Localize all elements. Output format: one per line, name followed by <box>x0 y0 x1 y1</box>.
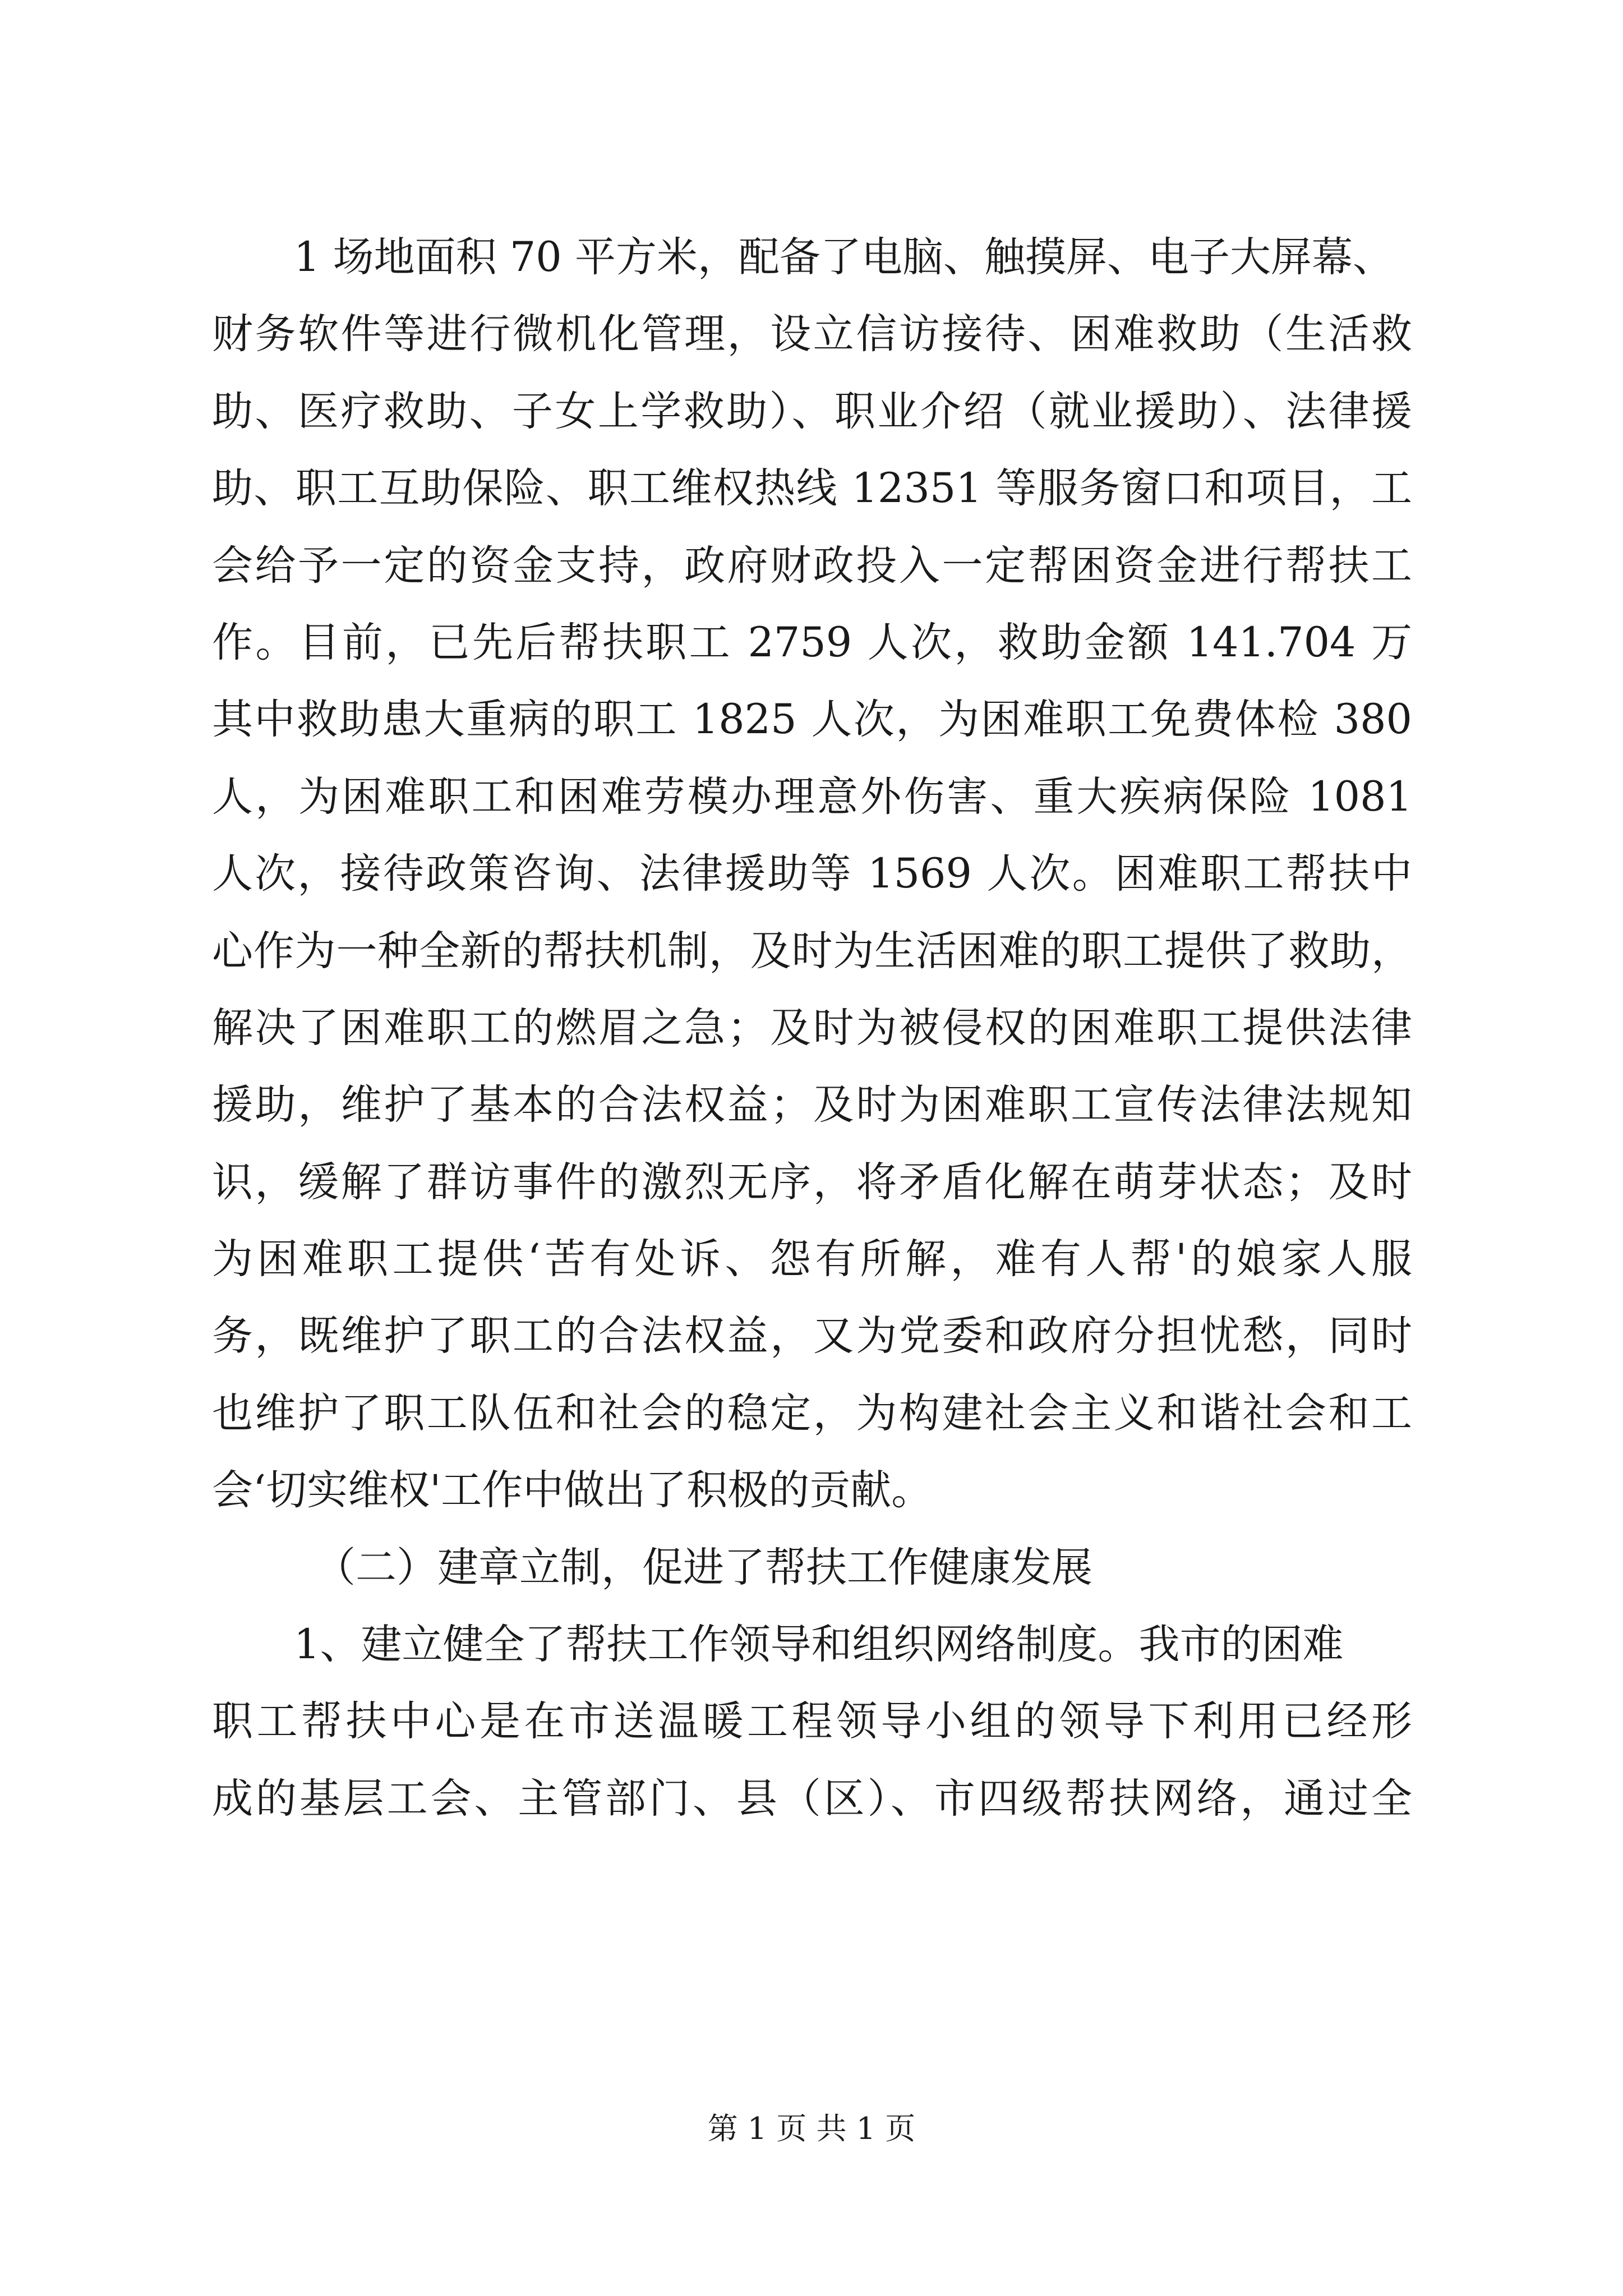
paragraph-line: 识，缓解了群访事件的激烈无序，将矛盾化解在萌芽状态；及时 <box>212 1158 1412 1206</box>
paragraph-line: 会给予一定的资金支持，政府财政投入一定帮困资金进行帮扶工 <box>212 541 1412 590</box>
paragraph-line: 人次，接待政策咨询、法律援助等 1569 人次。困难职工帮扶中 <box>212 850 1412 898</box>
paragraph-line: 也维护了职工队伍和社会的稳定，为构建社会主义和谐社会和工 <box>212 1389 1412 1437</box>
paragraph-line: 为困难职工提供‘苦有处诉、怨有所解，难有人帮'的娘家人服 <box>212 1235 1412 1283</box>
paragraph-line: 职工帮扶中心是在市送温暖工程领导小组的领导下利用已经形 <box>212 1697 1412 1746</box>
paragraph-line: 助、医疗救助、子女上学救助）、职业介绍（就业援助）、法律援 <box>212 387 1412 435</box>
paragraph-line: 援助，维护了基本的合法权益；及时为困难职工宣传法律法规知 <box>212 1081 1412 1129</box>
paragraph-line: 其中救助患大重病的职工 1825 人次，为困难职工免费体检 380 <box>212 696 1412 744</box>
page-footer: 第 1 页 共 1 页 <box>707 2111 916 2146</box>
paragraph-line: 心作为一种全新的帮扶机制，及时为生活困难的职工提供了救助， <box>212 927 1412 975</box>
paragraph-line: 解决了困难职工的燃眉之急；及时为被侵权的困难职工提供法律 <box>212 1004 1412 1052</box>
paragraph-line: 会‘切实维权'工作中做出了积极的贡献。 <box>212 1466 933 1515</box>
paragraph-line: 成的基层工会、主管部门、县（区）、市四级帮扶网络，通过全 <box>212 1774 1412 1823</box>
paragraph-line: 1、建立健全了帮扶工作领导和组织网络制度。我市的困难 <box>294 1621 1344 1669</box>
paragraph-line: 务，既维护了职工的合法权益，又为党委和政府分担忧愁，同时 <box>212 1312 1412 1360</box>
paragraph-line: 作。目前，已先后帮扶职工 2759 人次，救助金额 141.704 万 <box>212 618 1412 666</box>
paragraph-line: 财务软件等进行微机化管理，设立信访接待、困难救助（生活救 <box>212 310 1412 358</box>
paragraph-line: 1 场地面积 70 平方米，配备了电脑、触摸屏、电子大屏幕、 <box>294 233 1394 281</box>
paragraph-line: 人，为困难职工和困难劳模办理意外伤害、重大疾病保险 1081 <box>212 772 1412 821</box>
document-body <box>212 219 1412 1837</box>
paragraph-line: 助、职工互助保险、职工维权热线 12351 等服务窗口和项目，工 <box>212 464 1412 513</box>
section-heading: （二）建章立制，促进了帮扶工作健康发展 <box>315 1543 1092 1591</box>
